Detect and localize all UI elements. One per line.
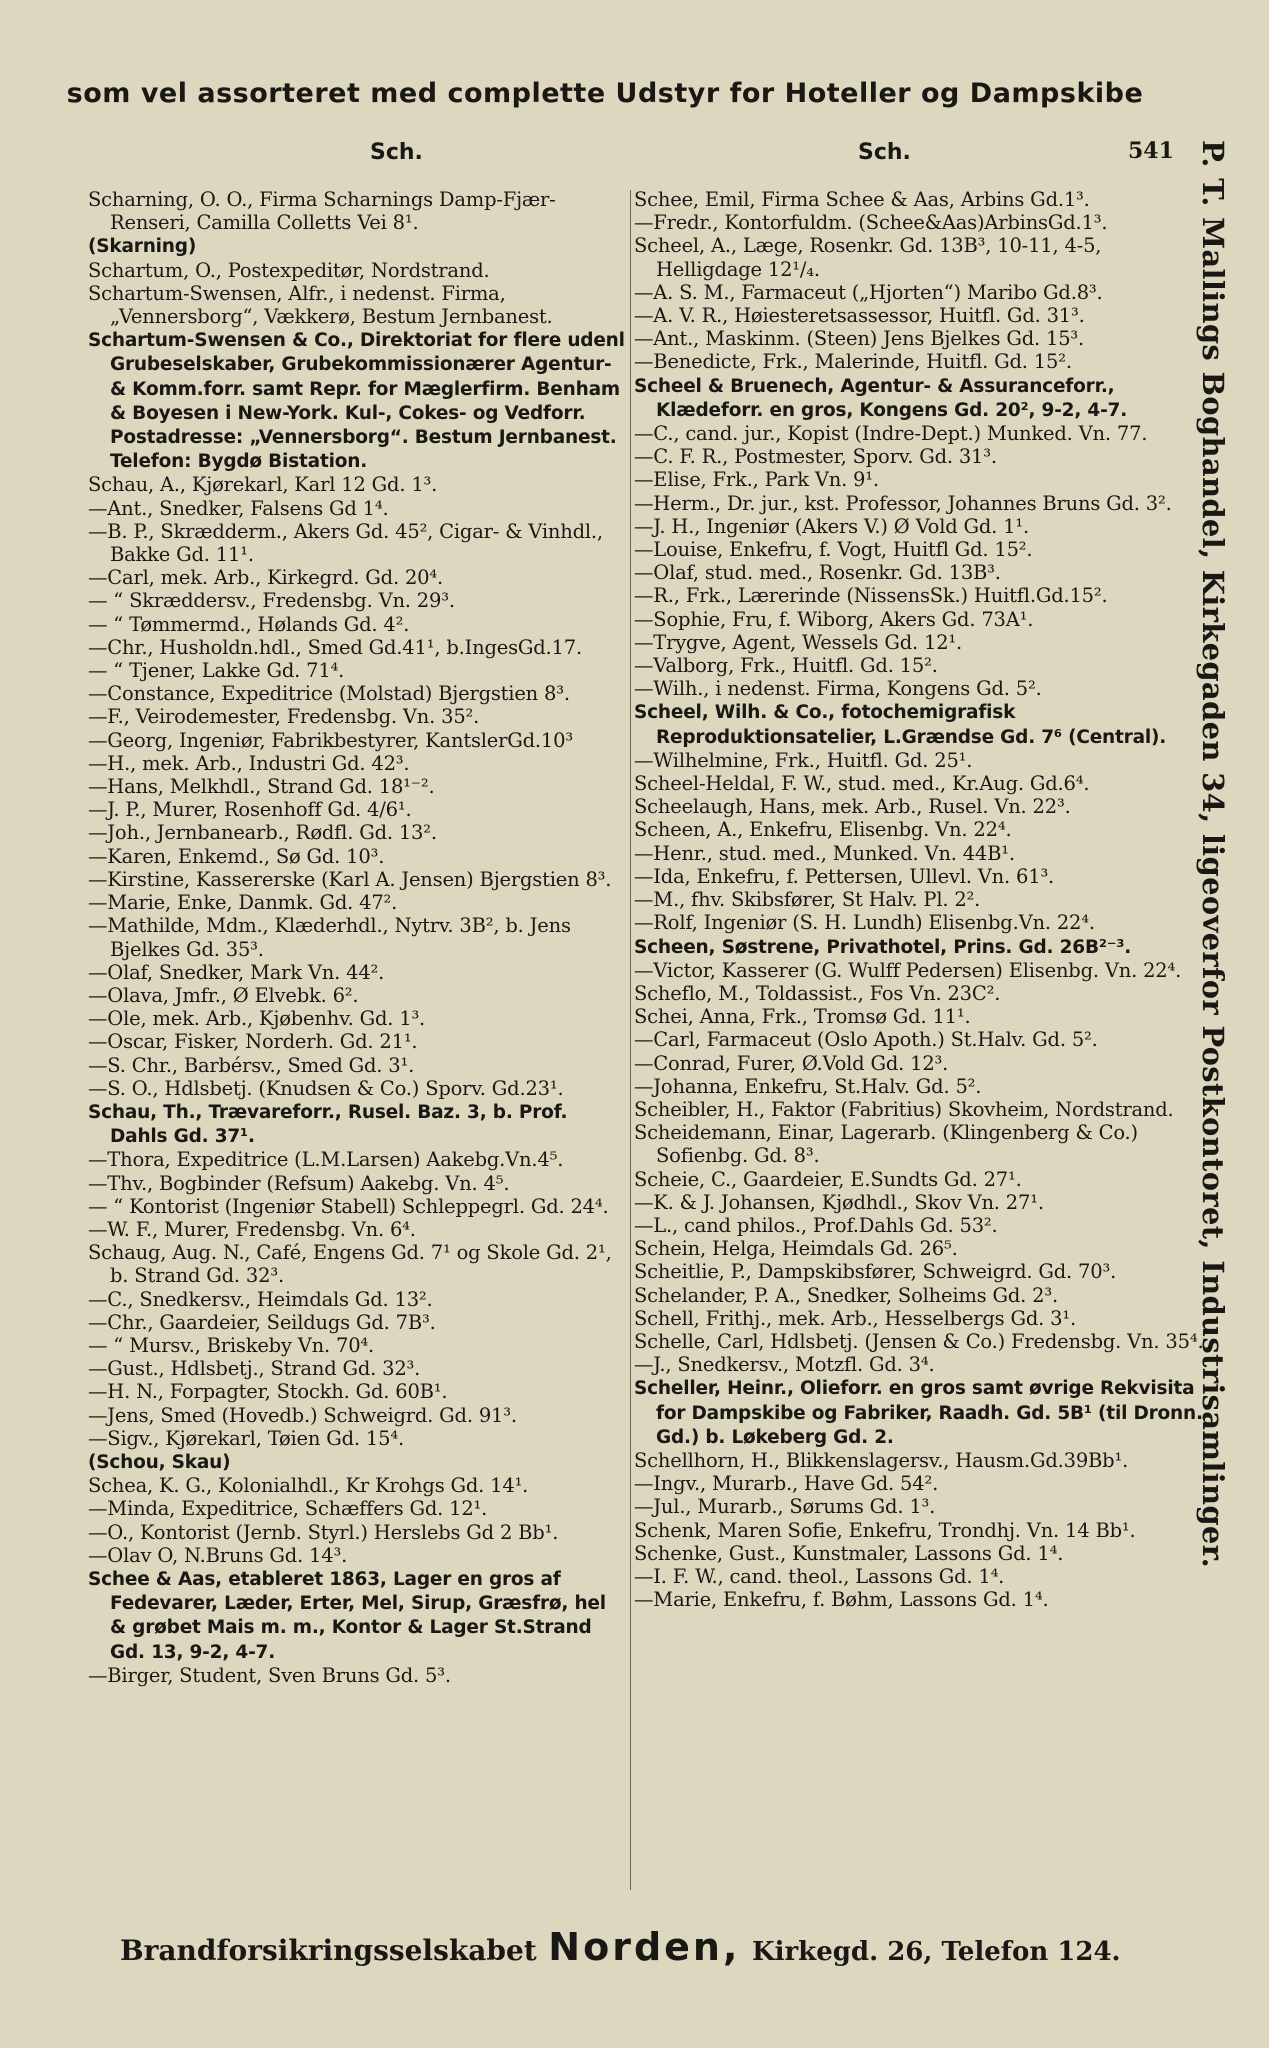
directory-entry: [88, 891, 628, 914]
entry-text: —C. F. R., Postmester, Sporv. Gd. 31³.: [634, 445, 997, 469]
entry-text: —Georg, Ingeniør, Fabrikbestyrer, KantslerGd.10³: [88, 728, 573, 752]
directory-entry: [634, 281, 1206, 304]
directory-entry: [634, 795, 1206, 818]
entry-text: —Constance, Expeditrice (Molstad) Bjergstien 8³.: [88, 682, 570, 706]
entry-text: —Ant., Maskinm. (Steen) Jens Bjelkes Gd. 15³.: [634, 327, 1085, 351]
directory-entry: [634, 1495, 1206, 1518]
directory-entry: [634, 492, 1206, 515]
directory-entry: [634, 749, 1206, 772]
entry-text: —A. S. M., Farmaceut („Hjorten“) Maribo Gd.8³.: [634, 280, 1103, 304]
entry-text: —Louise, Enkefru, f. Vogt, Huitfl Gd. 15².: [634, 538, 1033, 562]
entry-text: Scheller, Heinr., Olieforr. en gros samt øvrige Rekvisita for Dampskibe og Fabriker, Raadh. Gd. 5B¹ (til Dronn. Gd.) b. Løkeberg Gd. 2.: [634, 1378, 1203, 1448]
entry-text: —Wilh., i nedenst. Firma, Kongens Gd. 5².: [634, 677, 1042, 701]
directory-entry: [88, 1311, 628, 1334]
directory-entry: [88, 729, 628, 752]
entry-text: Schee & Aas, etableret 1863, Lager en gros af Fedevarer, Læder, Erter, Mel, Sirup, Græsfrø, hel & grøbet Mais m. m., Kontor & Lager St.Strand Gd. 13, 9-2, 4-7.: [88, 1568, 606, 1663]
entry-text: —L., cand philos., Prof.Dahls Gd. 53².: [634, 1213, 998, 1237]
entry-text: Scheidemann, Einar, Lagerarb. (Klingenberg & Co.) Sofienbg. Gd. 8³.: [634, 1121, 1138, 1168]
entry-text: —B. P., Skrædderm., Akers Gd. 45², Cigar- & Vinhdl., Bakke Gd. 11¹.: [88, 519, 603, 567]
directory-entry: [88, 1172, 628, 1195]
entry-text: —C., Snedkersv., Heimdals Gd. 13².: [88, 1287, 433, 1311]
entry-text: —Fredr., Kontorfuldm. (Schee&Aas)ArbinsGd.1³.: [634, 211, 1108, 235]
entry-text: —Olav O, N.Bruns Gd. 14³.: [88, 1543, 348, 1567]
entry-text: —Valborg, Frk., Huitfl. Gd. 15².: [634, 654, 938, 678]
directory-entry: [634, 584, 1206, 607]
directory-entry: [634, 1542, 1206, 1565]
entry-text: —C., cand. jur., Kopist (Indre-Dept.) Munked. Vn. 77.: [634, 422, 1148, 446]
entry-text: Schau, Th., Trævareforr., Rusel. Baz. 3, b. Prof. Dahls Gd. 37¹.: [88, 1101, 568, 1148]
directory-entry: [634, 1168, 1206, 1191]
directory-entry: [634, 445, 1206, 468]
directory-entry: [88, 984, 628, 1007]
entry-text: Schaug, Aug. N., Café, Engens Gd. 7¹ og Skole Gd. 2¹, b. Strand Gd. 32³.: [88, 1241, 612, 1288]
directory-entry: [634, 888, 1206, 911]
directory-entry: [88, 1544, 628, 1567]
entry-text: —Thora, Expeditrice (L.M.Larsen) Aakebg.Vn.4⁵.: [88, 1148, 564, 1172]
directory-entry: [634, 350, 1206, 373]
entry-text: —Jens, Smed (Hovedb.) Schweigrd. Gd. 91³.: [88, 1403, 517, 1427]
entry-text: Scheelaugh, Hans, mek. Arb., Rusel. Vn. 22³.: [634, 795, 1071, 819]
directory-entry: [634, 1052, 1206, 1075]
entry-text: —I. F. W., cand. theol., Lassons Gd. 1⁴.: [634, 1564, 1005, 1588]
entry-text: —Carl, Farmaceut (Oslo Apoth.) St.Halv. Gd. 5².: [634, 1028, 1098, 1052]
entry-text: —Karen, Enkemd., Sø Gd. 10³.: [88, 844, 385, 868]
entry-text: Schein, Helga, Heimdals Gd. 26⁵.: [634, 1237, 958, 1261]
right-column-heading: Sch.: [858, 140, 911, 165]
entry-text: —J. P., Murer, Rosenhoff Gd. 4/6¹.: [88, 798, 412, 822]
directory-entry: [634, 211, 1206, 234]
directory-entry: [634, 374, 1206, 422]
directory-entry: [634, 234, 1206, 280]
entry-text: —Kirstine, Kassererske (Karl A. Jensen) Bjergstien 8³.: [88, 867, 612, 891]
directory-entry: [88, 473, 628, 496]
directory-entry: [88, 1357, 628, 1380]
directory-entry: [88, 798, 628, 821]
entry-text: —Olaf, Snedker, Mark Vn. 44².: [88, 960, 385, 984]
entry-text: —Herm., Dr. jur., kst. Professor, Johannes Bruns Gd. 3².: [634, 491, 1172, 515]
entry-text: Scharning, O. O., Firma Scharnings Damp-Fjær-Renseri, Camilla Colletts Vei 8¹.: [88, 188, 556, 235]
entry-text: —Hans, Melkhdl., Strand Gd. 18¹⁻².: [88, 775, 435, 799]
entry-text: — “ Tjener, Lakke Gd. 71⁴.: [88, 659, 345, 683]
directory-entry: [634, 538, 1206, 561]
entry-text: Schartum, O., Postexpeditør, Nordstrand.: [88, 258, 490, 282]
entry-text: Scheel, A., Læge, Rosenkr. Gd. 13B³, 10-11, 4-5, Helligdage 12¹/₄.: [634, 234, 1102, 281]
directory-entry: [634, 608, 1206, 631]
entry-text: Scheen, Søstrene, Privathotel, Prins. Gd. 26B²⁻³.: [634, 936, 1132, 958]
entry-text: —Thv., Bogbinder (Refsum) Aakebg. Vn. 4⁵.: [88, 1171, 510, 1195]
directory-entry: [88, 188, 628, 234]
directory-entry: [88, 821, 628, 844]
directory-entry: [88, 1030, 628, 1053]
entry-text: (Skarning): [88, 236, 197, 258]
directory-entry: [88, 1474, 628, 1497]
directory-entry: [634, 700, 1206, 748]
entry-text: —Olaf, stud. med., Rosenkr. Gd. 13B³.: [634, 561, 1001, 585]
entry-text: Schea, K. G., Kolonialhdl., Kr Krohgs Gd. 14¹.: [88, 1474, 529, 1498]
directory-entry: [88, 1054, 628, 1077]
entry-text: Schellhorn, H., Blikkenslagersv., Hausm.Gd.39Bb¹.: [634, 1448, 1129, 1472]
directory-entry: [634, 959, 1206, 982]
entry-text: —Minda, Expeditrice, Schæffers Gd. 12¹.: [88, 1497, 488, 1521]
directory-entry: [88, 775, 628, 798]
entry-text: —A. V. R., Høiesteretsassessor, Huitfl. Gd. 31³.: [634, 304, 1085, 328]
entry-text: —Ant., Snedker, Falsens Gd 1⁴.: [88, 496, 389, 520]
entry-text: —Ingv., Murarb., Have Gd. 54².: [634, 1472, 939, 1496]
entry-text: —S. O., Hdlsbetj. (Knudsen & Co.) Sporv. Gd.23¹.: [88, 1076, 564, 1100]
entry-text: —S. Chr., Barbérsv., Smed Gd. 3¹.: [88, 1053, 415, 1077]
side-advertisement: [1178, 140, 1248, 1640]
entry-text: Schelle, Carl, Hdlsbetj. (Jensen & Co.) Fredensbg. Vn. 35⁴.: [634, 1329, 1204, 1353]
entry-text: —Elise, Frk., Park Vn. 9¹.: [634, 468, 879, 492]
side-advertisement-text: P. T. Mallings Boghandel, Kirkegaden 34, ligeoverfor Postkontoret, Industrisamlinger.: [1196, 140, 1230, 1568]
entry-text: — “ Skræddersv., Fredensbg. Vn. 29³.: [88, 589, 455, 613]
top-advertisement-banner: som vel assorteret med complette Udstyr for Hoteller og Dampskibe: [66, 78, 1144, 109]
entry-text: Scheen, A., Enkefru, Elisenbg. Vn. 22⁴.: [634, 818, 1012, 842]
right-column: [634, 188, 1206, 1611]
entry-text: Scheel & Bruenech, Agentur- & Assuranceforr., Klædeforr. en gros, Kongens Gd. 20², 9-2, 4-7.: [634, 375, 1128, 421]
directory-entry: [88, 752, 628, 775]
left-column: [88, 188, 628, 1687]
directory-entry: [634, 1565, 1206, 1588]
directory-entry: [634, 1005, 1206, 1028]
entry-text: —H. N., Forpagter, Stockh. Gd. 60B¹.: [88, 1380, 448, 1404]
directory-entry: [634, 1121, 1206, 1167]
directory-entry: [634, 1260, 1206, 1283]
entry-text: —Johanna, Enkefru, St.Halv. Gd. 5².: [634, 1074, 982, 1098]
entry-text: —Ida, Enkefru, f. Pettersen, Ullevl. Vn. 61³.: [634, 864, 1055, 888]
entry-text: —Marie, Enke, Danmk. Gd. 47².: [88, 891, 398, 915]
entry-text: —Gust., Hdlsbetj., Strand Gd. 32³.: [88, 1357, 421, 1381]
directory-entry: [634, 327, 1206, 350]
directory-entry: [634, 515, 1206, 538]
entry-text: Scheel-Heldal, F. W., stud. med., Kr.Aug. Gd.6⁴.: [634, 772, 1090, 796]
entry-text: —Sigv., Kjørekarl, Tøien Gd. 15⁴.: [88, 1426, 404, 1450]
entry-text: (Schou, Skau): [88, 1451, 231, 1473]
directory-entry: [634, 1284, 1206, 1307]
directory-entry: [634, 1098, 1206, 1121]
directory-entry: [634, 1472, 1206, 1495]
directory-entry: [634, 865, 1206, 888]
entry-text: —F., Veirodemester, Fredensbg. Vn. 35².: [88, 705, 480, 729]
entry-text: —Chr., Husholdn.hdl., Smed Gd.41¹, b.IngesGd.17.: [88, 635, 582, 659]
entry-text: Schartum-Swensen, Alfr., i nedenst. Firma, „Vennersborg“, Vækkerø, Bestum Jernbanest.: [88, 281, 553, 329]
directory-entry: [88, 1567, 628, 1664]
entry-text: Scheibler, H., Faktor (Fabritius) Skovheim, Nordstrand.: [634, 1097, 1174, 1121]
entry-text: —M., fhv. Skibsfører, St Halv. Pl. 2².: [634, 888, 981, 912]
directory-entry: [634, 468, 1206, 491]
directory-entry: [634, 1376, 1206, 1449]
entry-text: —O., Kontorist (Jernb. Styrl.) Herslebs Gd 2 Bb¹.: [88, 1520, 559, 1544]
directory-entry: [634, 561, 1206, 584]
directory-entry: [88, 1077, 628, 1100]
directory-entry: [88, 1380, 628, 1403]
entry-text: —K. & J. Johansen, Kjødhdl., Skov Vn. 27¹.: [634, 1190, 1044, 1214]
directory-entry: [88, 1100, 628, 1148]
directory-entry: [88, 259, 628, 282]
directory-entry: [88, 659, 628, 682]
directory-entry: [88, 682, 628, 705]
entry-text: —Marie, Enkefru, f. Bøhm, Lassons Gd. 1⁴.: [634, 1588, 1049, 1612]
directory-entry: [88, 914, 628, 960]
directory-entry: [634, 1449, 1206, 1472]
directory-entry: [88, 613, 628, 636]
directory-entry: [88, 520, 628, 566]
directory-entry: [634, 1237, 1206, 1260]
entry-text: —W. F., Murer, Fredensbg. Vn. 6⁴.: [88, 1217, 416, 1241]
directory-entry: [88, 1195, 628, 1218]
directory-entry: [634, 1307, 1206, 1330]
entry-text: —Carl, mek. Arb., Kirkegrd. Gd. 20⁴.: [88, 566, 443, 590]
directory-entry: [634, 1588, 1206, 1611]
entry-text: —R., Frk., Lærerinde (NissensSk.) Huitfl.Gd.15².: [634, 584, 1108, 608]
entry-text: — “ Kontorist (Ingeniør Stabell) Schleppegrl. Gd. 24⁴.: [88, 1194, 609, 1218]
entry-text: Schau, A., Kjørekarl, Karl 12 Gd. 1³.: [88, 473, 438, 497]
directory-entry: [88, 328, 628, 473]
directory-entry: [88, 705, 628, 728]
entry-text: —Chr., Gaardeier, Seildugs Gd. 7B³.: [88, 1310, 436, 1334]
entry-text: —H., mek. Arb., Industri Gd. 42³.: [88, 751, 410, 775]
entry-text: —Conrad, Furer, Ø.Vold Gd. 12³.: [634, 1051, 949, 1075]
directory-entry: [88, 589, 628, 612]
entry-text: Schelander, P. A., Snedker, Solheims Gd. 2³.: [634, 1283, 1058, 1307]
entry-text: —Wilhelmine, Frk., Huitfl. Gd. 25¹.: [634, 748, 973, 772]
directory-entry: [634, 1353, 1206, 1376]
directory-entry: [88, 1218, 628, 1241]
directory-entry: [634, 818, 1206, 841]
directory-entry: [634, 1519, 1206, 1542]
directory-entry: [634, 631, 1206, 654]
directory-entry: [88, 1450, 628, 1474]
directory-entry: [88, 1497, 628, 1520]
directory-entry: [634, 1028, 1206, 1051]
column-divider: [630, 190, 631, 1890]
entry-text: Schartum-Swensen & Co., Direktoriat for flere udenl Grubeselskaber, Grubekommissionærer Agentur- & Komm.forr. samt Repr. for Mæglerfirm. Benham & Boyesen i New-York. Kul-, Cokes- og Vedforr. Postadresse: „Vennersborg“. Bestum Jernbanest. Telefon: Bygdø Bistation.: [88, 330, 625, 473]
directory-entry: [88, 566, 628, 589]
footer-address: Kirkegd. 26, Telefon 124.: [752, 1937, 1121, 1967]
directory-entry: [634, 188, 1206, 211]
entry-text: —Trygve, Agent, Wessels Gd. 12¹.: [634, 630, 963, 654]
entry-text: Scheflo, M., Toldassist., Fos Vn. 23C².: [634, 981, 1001, 1005]
entry-text: Scheitlie, P., Dampskibsfører, Schweigrd. Gd. 70³.: [634, 1260, 1117, 1284]
entry-text: —Joh., Jernbanearb., Rødfl. Gd. 13².: [88, 821, 437, 845]
entry-text: —Olava, Jmfr., Ø Elvebk. 6².: [88, 983, 359, 1007]
directory-entry: [634, 677, 1206, 700]
entry-text: —Ole, mek. Arb., Kjøbenhv. Gd. 1³.: [88, 1007, 426, 1031]
directory-entry: [634, 842, 1206, 865]
directory-entry: [88, 1334, 628, 1357]
entry-text: Schell, Frithj., mek. Arb., Hesselbergs Gd. 3¹.: [634, 1306, 1076, 1330]
directory-entry: [88, 1521, 628, 1544]
entry-text: —Victor, Kasserer (G. Wulff Pedersen) Elisenbg. Vn. 22⁴.: [634, 958, 1182, 982]
directory-entry: [634, 422, 1206, 445]
directory-entry: [634, 654, 1206, 677]
directory-entry: [634, 935, 1206, 959]
directory-entry: [634, 911, 1206, 934]
entry-text: —Oscar, Fisker, Norderh. Gd. 21¹.: [88, 1030, 418, 1054]
directory-entry: [634, 304, 1206, 327]
entry-text: —Henr., stud. med., Munked. Vn. 44B¹.: [634, 841, 1015, 865]
entry-text: —Sophie, Fru, f. Wiborg, Akers Gd. 73A¹.: [634, 607, 1034, 631]
footer-advertisement: [120, 1925, 1200, 1969]
directory-entry: [634, 982, 1206, 1005]
entry-text: —Mathilde, Mdm., Klæderhdl., Nytrv. 3B², b. Jens Bjelkes Gd. 35³.: [88, 914, 571, 961]
directory-entry: [634, 1214, 1206, 1237]
directory-entry: [634, 772, 1206, 795]
page-number: 541: [1128, 138, 1174, 164]
directory-entry: [88, 1241, 628, 1287]
footer-brand: Norden,: [548, 1925, 741, 1969]
entry-text: Schenk, Maren Sofie, Enkefru, Trondhj. Vn. 14 Bb¹.: [634, 1518, 1136, 1542]
entry-text: Schee, Emil, Firma Schee & Aas, Arbins Gd.1³.: [634, 188, 1090, 211]
entry-text: —Birger, Student, Sven Bruns Gd. 5³.: [88, 1663, 451, 1687]
entry-text: —J., Snedkersv., Motzfl. Gd. 3⁴.: [634, 1353, 935, 1377]
entry-text: —Benedicte, Frk., Malerinde, Huitfl. Gd. 15².: [634, 350, 1072, 374]
footer-company: Brandforsikringsselskabet: [120, 1934, 537, 1967]
directory-entry: [88, 1288, 628, 1311]
directory-entry: [88, 845, 628, 868]
entry-text: Schei, Anna, Frk., Tromsø Gd. 11¹.: [634, 1005, 971, 1029]
directory-entry: [88, 868, 628, 891]
directory-entry: [88, 636, 628, 659]
directory-entry: [634, 1075, 1206, 1098]
directory-entry: [88, 1148, 628, 1171]
entry-text: Scheie, C., Gaardeier, E.Sundts Gd. 27¹.: [634, 1167, 1022, 1191]
entry-text: —Jul., Murarb., Sørums Gd. 1³.: [634, 1495, 936, 1519]
directory-entry: [88, 234, 628, 258]
directory-entry: [88, 1404, 628, 1427]
directory-entry: [88, 1007, 628, 1030]
directory-entry: [634, 1330, 1206, 1353]
directory-entry: [88, 1427, 628, 1450]
entry-text: Schenke, Gust., Kunstmaler, Lassons Gd. 1⁴.: [634, 1541, 1064, 1565]
directory-entry: [88, 282, 628, 328]
directory-entry: [88, 961, 628, 984]
directory-entry: [634, 1191, 1206, 1214]
entry-text: — “ Mursv., Briskeby Vn. 70⁴.: [88, 1333, 375, 1357]
directory-entry: [88, 1664, 628, 1687]
directory-entry: [88, 497, 628, 520]
entry-text: Scheel, Wilh. & Co., fotochemigrafisk Reproduktionsatelier, L.Grændse Gd. 7⁶ (Central).: [634, 702, 1167, 748]
entry-text: — “ Tømmermd., Hølands Gd. 4².: [88, 612, 410, 636]
entry-text: —Rolf, Ingeniør (S. H. Lundh) Elisenbg.Vn. 22⁴.: [634, 911, 1095, 935]
entry-text: —J. H., Ingeniør (Akers V.) Ø Vold Gd. 1¹.: [634, 514, 1030, 538]
left-column-heading: Sch.: [370, 140, 423, 165]
